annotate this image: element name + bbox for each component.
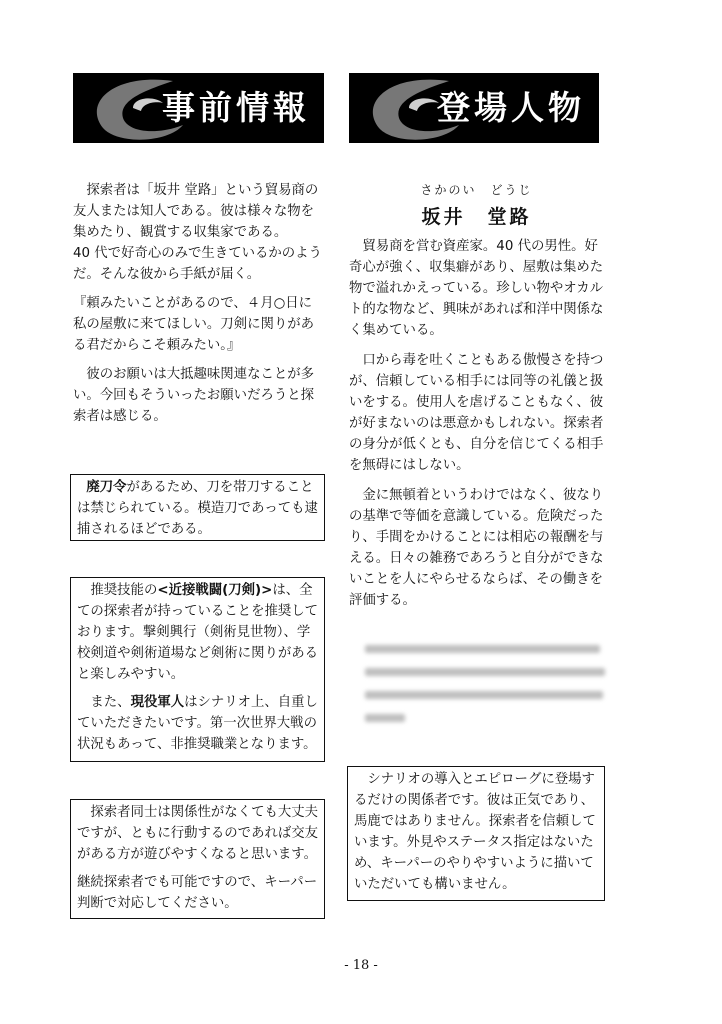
character-paragraph: 口から毒を吐くこともある傲慢さを持つが、信頼している相手には同等の礼儀と扱いをする。使用人を虐げることもなく、彼が好まないのは悪意かもしれない。探索者の身分が低くとも、自分を信じてくる相手を無碍にはしない。 — [349, 353, 604, 473]
character-paragraph: 貿易商を営む資産家。40 代の男性。好奇心が強く、収集癖があり、屋敷は集めた物で溢れかえっている。珍しい物やオカルト的な物など、興味があれば和洋中関係なく集めている。 — [349, 239, 604, 338]
right-header-title: 登場人物 — [437, 88, 585, 127]
intro-paragraph: 探索者は「坂井 堂路」という貿易商の友人または知人である。彼は様々な物を集めたり、観賞する収集家である。 — [73, 183, 319, 240]
sword-ban-text: 廃刀令があるため、刀を帯刀することは禁じられている。模造刀であっても逮捕されるほどである。 — [77, 480, 318, 537]
left-intro — [73, 180, 324, 427]
redacted-text — [365, 645, 605, 725]
military-paragraph: また、現役軍人はシナリオ上、自重していただきたいです。第一次世界大戦の状況もあって、非推奨職業となります。 — [77, 695, 318, 752]
letter-quote: 『頼みたいことがあるので、４月○日に私の屋敷に来てほしい。刀剣に関りがある君だからこそ頼みたい。』 — [73, 296, 315, 353]
occupation-name: 現役軍人 — [130, 695, 185, 710]
page-number: - 18 - — [344, 958, 378, 973]
character-section — [349, 180, 604, 611]
party-paragraph: 継続探索者でも可能ですので、キーパー判断で対応してください。 — [77, 875, 318, 911]
right-header-banner — [349, 73, 599, 143]
character-paragraph: 金に無頓着というわけではなく、彼なりの基準で等価を意識している。危険だったり、手間をかけることには相応の報酬を与える。日々の雑務であろうと自分ができないことを人にやらせるならば、その働きを評価する。 — [349, 488, 604, 608]
skill-name: <近接戦闘(刀剣)> — [157, 583, 273, 598]
note-text: シナリオの導入とエピローグに登場するだけの関係者です。彼は正気であり、馬鹿ではありません。探索者を信頼しています。外見やステータス指定はないため、キーパーのやりやすいように描いていただいても構いません。 — [354, 772, 596, 892]
party-box — [70, 799, 325, 919]
character-name: 坂井 堂路 — [421, 206, 532, 228]
note-box — [347, 766, 605, 901]
left-header-banner — [73, 73, 324, 143]
sword-ban-box — [70, 474, 325, 541]
intro-paragraph: 彼のお願いは大抵趣味関連なことが多い。今回もそういったお願いだろうと探索者は感じる。 — [73, 367, 315, 424]
sword-ban-bold: 廃刀令 — [86, 480, 127, 495]
skill-box — [70, 577, 325, 762]
intro-paragraph: 40 代で好奇心のみで生きているかのようだ。そんな彼から手紙が届く。 — [73, 246, 322, 282]
party-paragraph: 探索者同士は関係性がなくても大丈夫ですが、ともに行動するのであれば交友がある方が遊びやすくなると思います。 — [77, 805, 319, 862]
character-kana: さかのい どうじ — [420, 183, 533, 197]
skill-paragraph: 推奨技能の<近接戦闘(刀剣)>は、全ての探索者が持っていることを推奨しております。撃剣興行（剣術見世物）、学校剣道や剣術道場など剣術に関りがあると楽しみやすい。 — [77, 583, 319, 682]
left-header-title: 事前情報 — [162, 88, 310, 127]
